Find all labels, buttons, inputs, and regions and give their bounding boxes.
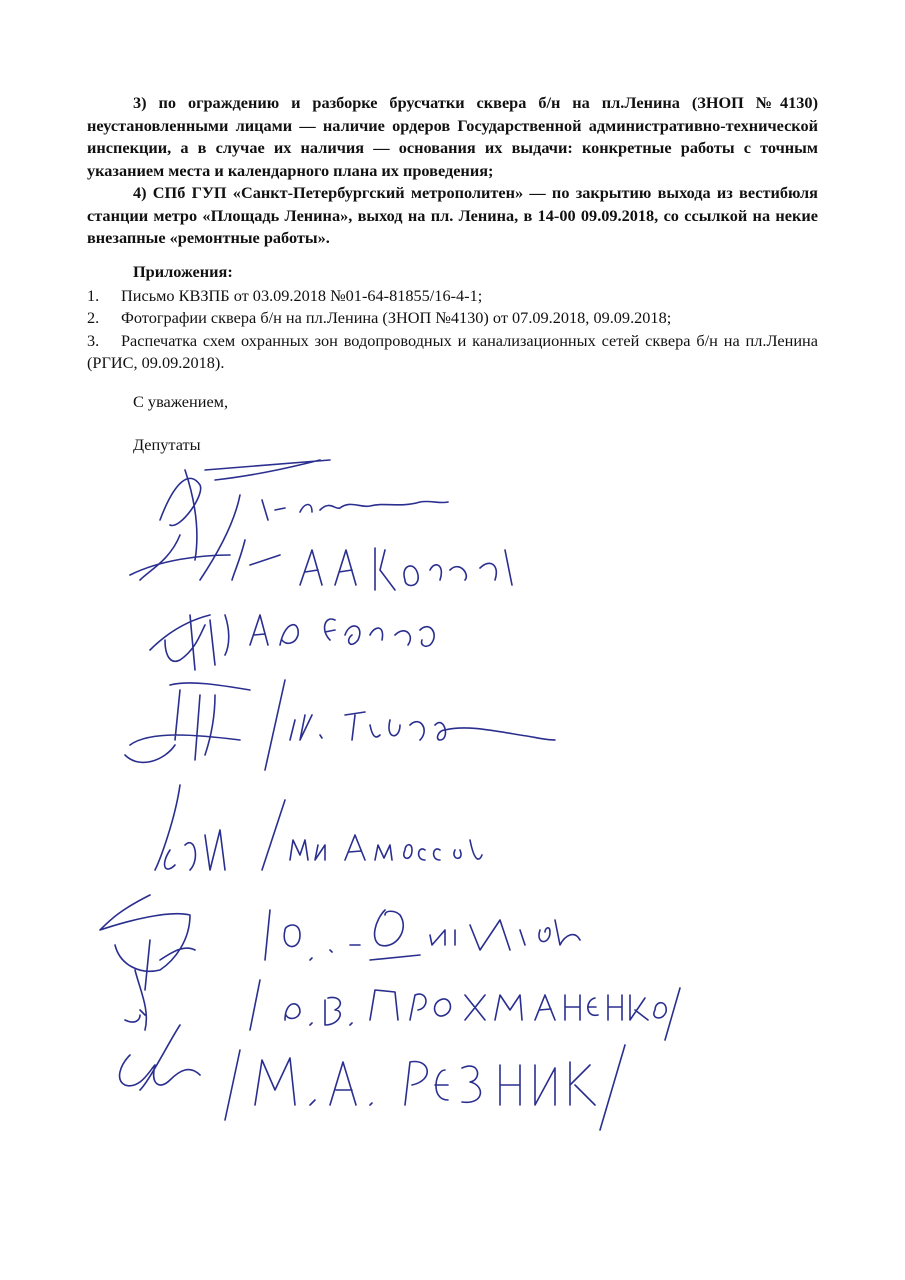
signature-8 [120,1025,625,1130]
signature-6 [100,895,580,990]
signatories-label: Депутаты [133,435,201,454]
handwritten-signatures [0,440,905,1140]
signature-4 [125,680,555,770]
paragraph-item-3: 3) по ограждению и разборке брусчатки сквера б/н на пл.Ленина (ЗНОП №4130) неустановленными лицами — наличие ордеров Государственной административно-технической инспекции, а в случае их наличия — основания их выдачи: конкретные работы с точным указанием места и календарного плана их проведения; [87,93,818,180]
signature-1 [140,460,448,580]
attachment-item: 2. Фотографии сквера б/н на пл.Ленина (ЗНОП №4130) от 07.09.2018, 09.09.2018; [87,308,672,327]
closing-regards: С уважением, [133,392,229,411]
signature-2 [130,540,512,590]
signature-7 [125,970,680,1040]
signatures-area [0,440,905,1140]
signature-3 [150,615,434,670]
signature-5 [155,785,482,870]
attachments-title: Приложения: [133,262,233,281]
attachment-item: 3. Распечатка схем охранных зон водопроводных и канализационных сетей сквера б/н на пл.Ленина (РГИС, 09.09.2018). [87,330,818,372]
paragraph-item-4: 4) СПб ГУП «Санкт-Петербургский метрополитен» — по закрытию выхода из вестибюля станции метро «Площадь Ленина», выход на пл. Ленина, в 14-00 09.09.2018, со ссылкой на некие внезапные «ремонтные работы». [87,183,818,247]
attachment-item: 1. Письмо КВЗПБ от 03.09.2018 №01-64-81855/16-4-1; [87,285,483,305]
attachments-section [87,261,818,375]
requests-block [87,92,818,250]
